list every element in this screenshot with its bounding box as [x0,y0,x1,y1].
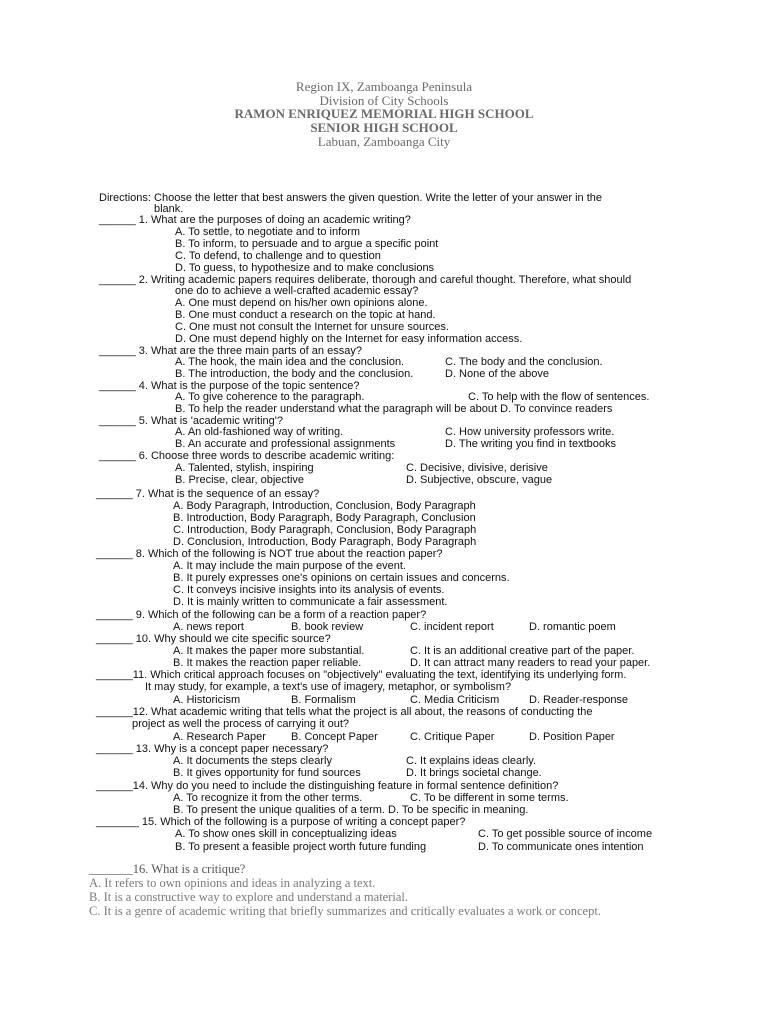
q3-option-d: D. None of the above [445,368,549,380]
q5-option-d: D. The writing you find in textbooks [445,438,616,450]
question-13: ______ 13. Why is a concept paper necessary? [96,743,329,755]
q2-option-b: B. One must conduct a research on the topic at hand. [175,309,436,321]
q6-option-a: A. Talented, stylish, inspiring [175,462,314,474]
q12-option-c: C. Critique Paper [410,731,495,743]
question-6: ______ 6. Choose three words to describe academic writing: [99,450,395,462]
q2-option-a: A. One must depend on his/her own opinions alone. [175,297,428,309]
question-10: ______ 10. Why should we cite specific source? [96,633,331,645]
q13-option-d: D. It brings societal change. [406,767,542,779]
question-2: ______ 2. Writing academic papers requires deliberate, thorough and careful thought. Therefore, what should [99,274,632,286]
q2-option-c: C. One must not consult the Internet for unsure sources. [175,321,449,333]
q1-option-b: B. To inform, to persuade and to argue a specific point [175,238,439,250]
question-8: ______ 8. Which of the following is NOT true about the reaction paper? [96,548,443,560]
q3-option-b: B. The introduction, the body and the conclusion. [175,368,414,380]
question-11: ______11. Which critical approach focuses on "objectively" evaluating the text, identifying its underlying form. [96,669,627,681]
question-15: _______ 15. Which of the following is a purpose of writing a concept paper? [96,816,466,828]
question-9: ______ 9. Which of the following can be a form of a reaction paper? [96,609,427,621]
q3-option-a: A. The hook, the main idea and the conclusion. [175,356,405,368]
question-5: ______ 5. What is 'academic writing'? [99,415,283,427]
q2-option-d: D. One must depend highly on the Internet for easy information access. [175,333,523,345]
q9-option-b: B. book review [291,621,364,633]
q12-option-b: B. Concept Paper [291,731,378,743]
question-3: ______ 3. What are the three main parts of an essay? [99,345,362,357]
q16-option-a: A. It refers to own opinions and ideas in analyzing a text. [89,876,376,890]
q5-option-c: C. How university professors write. [445,426,615,438]
q9-option-d: D. romantic poem [529,621,616,633]
q7-option-b: B. Introduction, Body Paragraph, Body Paragraph, Conclusion [173,512,476,524]
q11-option-c: C. Media Criticism [410,694,500,706]
q14-option-a: A. To recognize it from the other terms. [173,792,363,804]
division-line: Division of City Schools [319,93,449,108]
q4-option-a: A. To give coherence to the paragraph. [175,391,365,403]
region-line: Region IX, Zamboanga Peninsula [295,79,473,94]
q5-option-a: A. An old-fashioned way of writing. [175,426,344,438]
q11-option-d: D. Reader-response [529,694,629,706]
q12-option-a: A. Research Paper [173,731,266,743]
q10-option-c: C. It is an additional creative part of the paper. [410,645,635,657]
q15-option-a: A. To show ones skill in conceptualizing ideas [175,828,397,840]
q13-option-c: C. It explains ideas clearly. [406,755,537,767]
q6-option-b: B. Precise, clear, objective [175,474,305,486]
q4-option-b-d: B. To help the reader understand what the paragraph will be about D. To convince readers [175,403,613,415]
q16-option-b: B. It is a constructive way to explore and understand a material. [89,890,408,904]
q8-option-c: C. It conveys incisive insights into its analysis of events. [173,584,445,596]
q13-option-a: A. It documents the steps clearly [173,755,332,767]
directions-line-2: blank. [154,203,184,215]
q13-option-b: B. It gives opportunity for fund sources [173,767,361,779]
q12-option-d: D. Position Paper [529,731,615,743]
q1-option-a: A. To settle, to negotiate and to inform [175,226,361,238]
q3-option-c: C. The body and the conclusion. [445,356,603,368]
q14-option-c: C. To be different in some terms. [410,792,569,804]
q11-option-b: B. Formalism [291,694,356,706]
q10-option-d: D. It can attract many readers to read your paper. [410,657,651,669]
question-14: ______14. Why do you need to include the distinguishing feature in formal sentence definition? [96,780,559,792]
q15-option-b: B. To present a feasible project worth future funding [175,841,427,853]
question-11-cont: It may study, for example, a text's use of imagery, metaphor, or symbolism? [145,681,512,693]
q10-option-b: B. It makes the reaction paper reliable. [173,657,362,669]
q4-option-c: C. To help with the flow of sentences. [468,391,650,403]
q9-option-a: A. news report [173,621,244,633]
q16-option-c: C. It is a genre of academic writing that briefly summarizes and critically evaluates a work or concept. [89,904,601,918]
q6-option-c: C. Decisive, divisive, derisive [406,462,548,474]
q6-option-d: D. Subjective, obscure, vague [406,474,553,486]
school-level: SENIOR HIGH SCHOOL [310,120,458,135]
q15-option-c: C. To get possible source of income [478,828,653,840]
question-12: ______12. What academic writing that tells what the project is all about, the reasons of conducting the [96,706,593,718]
question-1: ______ 1. What are the purposes of doing an academic writing? [99,214,411,226]
directions-line-1: Directions: Choose the letter that best answers the given question. Write the letter of your answer in the [99,192,603,204]
q1-option-c: C. To defend, to challenge and to question [175,250,381,262]
school-location: Labuan, Zamboanga City [317,134,451,149]
q11-option-a: A. Historicism [173,694,241,706]
question-12-cont: project as well the process of carrying it out? [132,718,350,730]
question-4: ______ 4. What is the purpose of the topic sentence? [99,380,360,392]
question-7: ______ 7. What is the sequence of an essay? [96,488,320,500]
q10-option-a: A. It makes the paper more substantial. [173,645,365,657]
q1-option-d: D. To guess, to hypothesize and to make conclusions [175,262,435,274]
q8-option-a: A. It may include the main purpose of the event. [173,560,406,572]
q7-option-a: A. Body Paragraph, Introduction, Conclusion, Body Paragraph [173,500,476,512]
question-16: _______16. What is a critique? [89,862,246,876]
question-2-cont: one do to achieve a well-crafted academic essay? [175,285,419,297]
q7-option-d: D. Conclusion, Introduction, Body Paragraph, Body Paragraph [173,536,477,548]
q8-option-d: D. It is mainly written to communicate a fair assessment. [173,596,448,608]
q5-option-b: B. An accurate and professional assignments [175,438,396,450]
q14-option-b-d: B. To present the unique qualities of a term. D. To be specific in meaning. [173,804,529,816]
q8-option-b: B. It purely expresses one's opinions on certain issues and concerns. [173,572,510,584]
q7-option-c: C. Introduction, Body Paragraph, Conclusion, Body Paragraph [173,524,477,536]
q15-option-d: D. To communicate ones intention [478,841,644,853]
q9-option-c: C. incident report [410,621,494,633]
school-name: RAMON ENRIQUEZ MEMORIAL HIGH SCHOOL [234,106,534,121]
